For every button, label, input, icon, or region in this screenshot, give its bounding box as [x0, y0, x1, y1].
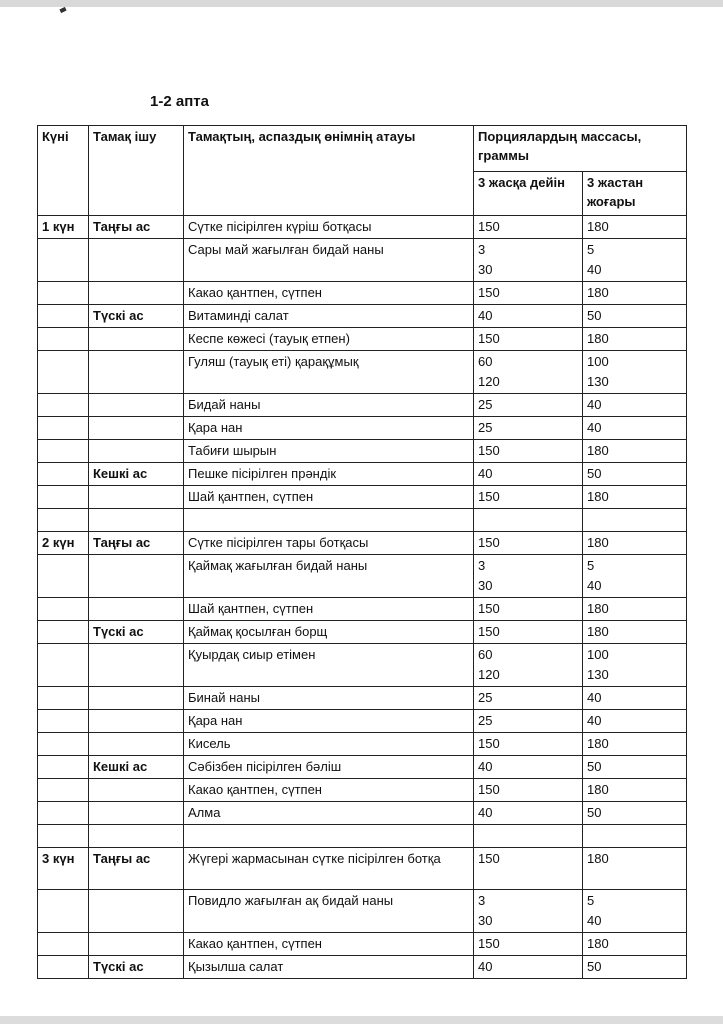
header-dish: Тамақтың, аспаздық өнімнің атауы — [184, 126, 474, 216]
mass-value: 3 — [478, 893, 486, 908]
mass-value: 150 — [478, 535, 500, 550]
under3-cell — [474, 621, 583, 644]
table-row — [38, 532, 687, 555]
meal-cell: Түскі ас — [89, 305, 184, 328]
header-row — [38, 126, 687, 172]
table-row — [38, 555, 687, 598]
under3-cell — [474, 216, 583, 239]
header-mass: Порциялардың массасы, граммы — [474, 126, 687, 172]
dish-cell: Сары май жағылған бидай наны — [184, 239, 474, 282]
meal-cell: Түскі ас — [89, 956, 184, 979]
mass-value: 50 — [587, 759, 602, 774]
day-cell — [38, 756, 89, 779]
over3-cell — [583, 802, 687, 825]
meal-cell — [89, 509, 184, 532]
mass-value: 50 — [587, 805, 602, 820]
menu-table — [37, 125, 687, 979]
dish-cell: Қызылша салат — [184, 956, 474, 979]
mass-value: 25 — [478, 397, 493, 412]
dish-cell: Қаймақ жағылған бидай наны — [184, 555, 474, 598]
table-row — [38, 463, 687, 486]
day-cell — [38, 933, 89, 956]
dish-cell: Сәбізбен пісірілген бәліш — [184, 756, 474, 779]
meal-cell — [89, 779, 184, 802]
table-row — [38, 890, 687, 933]
dish-cell: Кеспе көжесі (тауық етпен) — [184, 328, 474, 351]
mass-value: 150 — [478, 601, 500, 616]
table-row — [38, 956, 687, 979]
table-row — [38, 509, 687, 532]
day-cell — [38, 710, 89, 733]
table-row — [38, 733, 687, 756]
meal-cell — [89, 282, 184, 305]
meal-cell — [89, 733, 184, 756]
table-row — [38, 305, 687, 328]
under3-cell — [474, 239, 583, 282]
day-cell — [38, 825, 89, 848]
meal-cell — [89, 555, 184, 598]
mass-value: 40 — [478, 466, 493, 481]
page-title: 1-2 апта — [150, 93, 209, 110]
day-cell: 1 күн — [38, 216, 89, 239]
mass-value — [587, 826, 682, 846]
mass-value: 40 — [478, 759, 493, 774]
under3-cell — [474, 956, 583, 979]
dish-cell: Кисель — [184, 733, 474, 756]
day-cell — [38, 328, 89, 351]
day-cell — [38, 440, 89, 463]
over3-cell — [583, 756, 687, 779]
table-row — [38, 417, 687, 440]
over3-cell — [583, 687, 687, 710]
over3-cell — [583, 239, 687, 282]
mass-value: 150 — [478, 782, 500, 797]
over3-cell — [583, 509, 687, 532]
mass-value: 40 — [587, 578, 602, 593]
under3-cell — [474, 890, 583, 933]
under3-cell — [474, 687, 583, 710]
under3-cell — [474, 351, 583, 394]
dish-cell: Сүтке пісірілген тары ботқасы — [184, 532, 474, 555]
dish-cell: Бинай наны — [184, 687, 474, 710]
dish-cell: Алма — [184, 802, 474, 825]
meal-cell — [89, 825, 184, 848]
dish-cell: Жүгері жармасынан сүтке пісірілген ботқа — [184, 848, 474, 890]
dish-cell — [184, 825, 474, 848]
mass-value — [478, 510, 578, 530]
table-row — [38, 756, 687, 779]
dish-cell: Пешке пісірілген прәндік — [184, 463, 474, 486]
dish-cell: Какао қантпен, сүтпен — [184, 779, 474, 802]
scan-mark — [59, 7, 66, 13]
mass-value: 3 — [478, 558, 486, 573]
day-cell — [38, 486, 89, 509]
day-cell — [38, 463, 89, 486]
dish-cell: Қара нан — [184, 417, 474, 440]
under3-cell — [474, 305, 583, 328]
day-cell — [38, 598, 89, 621]
under3-cell — [474, 509, 583, 532]
over3-cell — [583, 779, 687, 802]
header-day: Күні — [38, 126, 89, 216]
under3-cell — [474, 848, 583, 890]
meal-cell: Кешкі ас — [89, 756, 184, 779]
meal-cell: Таңғы ас — [89, 216, 184, 239]
mass-value: 40 — [587, 690, 602, 705]
table-row — [38, 644, 687, 687]
mass-value: 120 — [478, 667, 500, 682]
mass-value: 5 — [587, 893, 595, 908]
mass-value: 180 — [587, 285, 609, 300]
mass-value: 60 — [478, 647, 493, 662]
mass-value: 25 — [478, 713, 493, 728]
under3-cell — [474, 933, 583, 956]
over3-cell — [583, 463, 687, 486]
dish-cell: Шай қантпен, сүтпен — [184, 598, 474, 621]
dish-cell: Какао қантпен, сүтпен — [184, 933, 474, 956]
meal-cell — [89, 802, 184, 825]
under3-cell — [474, 644, 583, 687]
under3-cell — [474, 710, 583, 733]
meal-cell — [89, 933, 184, 956]
mass-value: 40 — [478, 308, 493, 323]
mass-value — [587, 510, 682, 530]
mass-value: 50 — [587, 959, 602, 974]
mass-value: 40 — [587, 913, 602, 928]
table-row — [38, 598, 687, 621]
meal-cell — [89, 710, 184, 733]
mass-value: 40 — [478, 959, 493, 974]
mass-value: 25 — [478, 420, 493, 435]
mass-value: 150 — [478, 936, 500, 951]
day-cell: 2 күн — [38, 532, 89, 555]
day-cell — [38, 733, 89, 756]
mass-value: 40 — [587, 713, 602, 728]
table-row — [38, 328, 687, 351]
day-cell — [38, 956, 89, 979]
over3-cell — [583, 440, 687, 463]
day-cell — [38, 509, 89, 532]
table-row — [38, 802, 687, 825]
mass-value: 3 — [478, 242, 486, 257]
scan-edge-bottom — [0, 1016, 723, 1024]
dish-cell: Повидло жағылған ақ бидай наны — [184, 890, 474, 933]
mass-value: 50 — [587, 466, 602, 481]
under3-cell — [474, 756, 583, 779]
over3-cell — [583, 282, 687, 305]
table-row — [38, 486, 687, 509]
table-row — [38, 779, 687, 802]
under3-cell — [474, 532, 583, 555]
mass-value: 60 — [478, 354, 493, 369]
day-cell — [38, 621, 89, 644]
over3-cell — [583, 710, 687, 733]
dish-cell: Витаминді салат — [184, 305, 474, 328]
over3-cell — [583, 644, 687, 687]
header-under3: 3 жасқа дейін — [474, 172, 583, 216]
table-row — [38, 933, 687, 956]
dish-cell: Гуляш (тауық еті) қарақұмық — [184, 351, 474, 394]
mass-value: 30 — [478, 262, 493, 277]
over3-cell — [583, 216, 687, 239]
meal-cell — [89, 890, 184, 933]
mass-value: 100 — [587, 647, 609, 662]
dish-cell: Шай қантпен, сүтпен — [184, 486, 474, 509]
under3-cell — [474, 417, 583, 440]
mass-value: 150 — [478, 285, 500, 300]
mass-value: 180 — [587, 851, 609, 866]
mass-value: 130 — [587, 667, 609, 682]
over3-cell — [583, 733, 687, 756]
meal-cell — [89, 351, 184, 394]
mass-value: 180 — [587, 443, 609, 458]
mass-value: 150 — [478, 331, 500, 346]
mass-value: 180 — [587, 782, 609, 797]
dish-cell: Қаймақ қосылған борщ — [184, 621, 474, 644]
mass-value: 150 — [478, 624, 500, 639]
meal-cell — [89, 598, 184, 621]
under3-cell — [474, 440, 583, 463]
mass-value: 40 — [478, 805, 493, 820]
meal-cell — [89, 328, 184, 351]
under3-cell — [474, 825, 583, 848]
mass-value: 180 — [587, 624, 609, 639]
dish-cell: Табиғи шырын — [184, 440, 474, 463]
mass-value: 120 — [478, 374, 500, 389]
under3-cell — [474, 328, 583, 351]
mass-value: 180 — [587, 535, 609, 550]
over3-cell — [583, 351, 687, 394]
meal-cell — [89, 239, 184, 282]
table-row — [38, 351, 687, 394]
scan-edge-top — [0, 0, 723, 7]
table-row — [38, 710, 687, 733]
mass-value: 180 — [587, 331, 609, 346]
meal-cell — [89, 394, 184, 417]
day-cell — [38, 239, 89, 282]
mass-value: 130 — [587, 374, 609, 389]
table-row — [38, 687, 687, 710]
dish-cell — [184, 509, 474, 532]
under3-cell — [474, 802, 583, 825]
table-row — [38, 216, 687, 239]
under3-cell — [474, 733, 583, 756]
over3-cell — [583, 555, 687, 598]
over3-cell — [583, 486, 687, 509]
under3-cell — [474, 779, 583, 802]
mass-value: 100 — [587, 354, 609, 369]
day-cell: 3 күн — [38, 848, 89, 890]
header-over3: 3 жастан жоғары — [583, 172, 687, 216]
meal-cell: Түскі ас — [89, 621, 184, 644]
table-row — [38, 282, 687, 305]
mass-value: 25 — [478, 690, 493, 705]
day-cell — [38, 305, 89, 328]
over3-cell — [583, 890, 687, 933]
mass-value: 40 — [587, 397, 602, 412]
over3-cell — [583, 328, 687, 351]
mass-value: 150 — [478, 219, 500, 234]
table-row — [38, 239, 687, 282]
over3-cell — [583, 848, 687, 890]
table-row — [38, 825, 687, 848]
meal-cell: Таңғы ас — [89, 848, 184, 890]
day-cell — [38, 282, 89, 305]
meal-cell — [89, 687, 184, 710]
meal-cell: Таңғы ас — [89, 532, 184, 555]
meal-cell: Кешкі ас — [89, 463, 184, 486]
day-cell — [38, 555, 89, 598]
over3-cell — [583, 532, 687, 555]
under3-cell — [474, 486, 583, 509]
dish-cell: Сүтке пісірілген күріш ботқасы — [184, 216, 474, 239]
mass-value: 180 — [587, 219, 609, 234]
mass-value: 30 — [478, 913, 493, 928]
over3-cell — [583, 417, 687, 440]
mass-value: 180 — [587, 489, 609, 504]
header-meal: Тамақ ішу — [89, 126, 184, 216]
dish-cell: Қуырдақ сиыр етімен — [184, 644, 474, 687]
meal-cell — [89, 440, 184, 463]
mass-value: 30 — [478, 578, 493, 593]
over3-cell — [583, 825, 687, 848]
under3-cell — [474, 598, 583, 621]
meal-cell — [89, 417, 184, 440]
table-row — [38, 394, 687, 417]
mass-value: 150 — [478, 851, 500, 866]
over3-cell — [583, 305, 687, 328]
over3-cell — [583, 394, 687, 417]
mass-value: 5 — [587, 558, 595, 573]
meal-cell — [89, 644, 184, 687]
mass-value: 180 — [587, 736, 609, 751]
mass-value: 150 — [478, 443, 500, 458]
under3-cell — [474, 282, 583, 305]
dish-cell: Қара нан — [184, 710, 474, 733]
day-cell — [38, 687, 89, 710]
mass-value — [478, 826, 578, 846]
day-cell — [38, 417, 89, 440]
under3-cell — [474, 394, 583, 417]
mass-value: 50 — [587, 308, 602, 323]
day-cell — [38, 394, 89, 417]
over3-cell — [583, 598, 687, 621]
over3-cell — [583, 956, 687, 979]
meal-cell — [89, 486, 184, 509]
day-cell — [38, 802, 89, 825]
under3-cell — [474, 463, 583, 486]
table-row — [38, 621, 687, 644]
over3-cell — [583, 933, 687, 956]
table-row — [38, 440, 687, 463]
day-cell — [38, 644, 89, 687]
mass-value: 150 — [478, 489, 500, 504]
day-cell — [38, 890, 89, 933]
table-row — [38, 848, 687, 890]
mass-value: 180 — [587, 601, 609, 616]
dish-cell: Бидай наны — [184, 394, 474, 417]
dish-cell: Какао қантпен, сүтпен — [184, 282, 474, 305]
mass-value: 150 — [478, 736, 500, 751]
day-cell — [38, 351, 89, 394]
day-cell — [38, 779, 89, 802]
mass-value: 5 — [587, 242, 595, 257]
over3-cell — [583, 621, 687, 644]
mass-value: 40 — [587, 262, 602, 277]
mass-value: 40 — [587, 420, 602, 435]
mass-value: 180 — [587, 936, 609, 951]
under3-cell — [474, 555, 583, 598]
